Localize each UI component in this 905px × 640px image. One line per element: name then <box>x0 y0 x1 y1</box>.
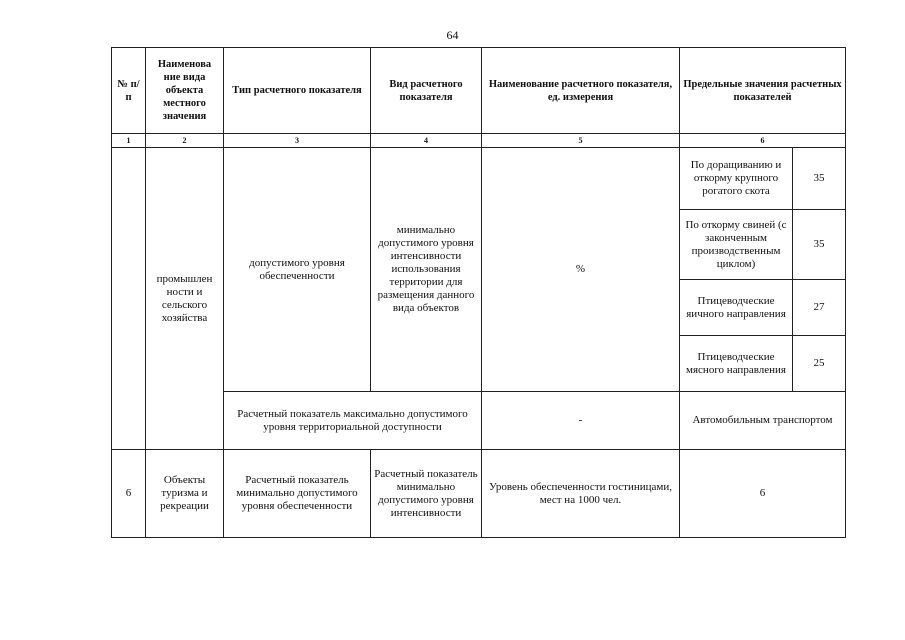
column-number: 1 <box>112 134 146 148</box>
accessibility-indicator-cell: Расчетный показатель максимально допустимого уровня территориальной доступности <box>224 392 482 450</box>
header-indicator-kind: Вид расчетного показателя <box>371 48 482 134</box>
header-indicator-type: Тип расчетного показателя <box>224 48 371 134</box>
table-row <box>112 450 846 538</box>
indicator-kind-cell: минимально допустимого уровня интенсивности использования территории для размещения данного вида объектов <box>371 148 482 392</box>
row-number-empty <box>112 148 146 450</box>
header-number: № п/п <box>112 48 146 134</box>
object-name-cell: промышлен ности и сельского хозяйства <box>146 148 224 450</box>
accessibility-value-cell: Автомобильным транспортом <box>680 392 846 450</box>
unit-cell: % <box>482 148 680 392</box>
indicator-type-cell: Расчетный показатель минимально допустимого уровня обеспеченности <box>224 450 371 538</box>
subrow-label: По откорму свиней (с законченным производственным циклом) <box>680 210 793 280</box>
column-number: 3 <box>224 134 371 148</box>
column-number: 5 <box>482 134 680 148</box>
column-number: 4 <box>371 134 482 148</box>
indicator-type-cell: допустимого уровня обеспеченности <box>224 148 371 392</box>
subrow-value: 27 <box>793 280 846 336</box>
column-numbers-row <box>112 134 846 148</box>
row-number: 6 <box>112 450 146 538</box>
norms-table <box>111 47 846 538</box>
header-indicator-name: Наименование расчетного показателя, ед. измерения <box>482 48 680 134</box>
subrow-label: Птицеводческие яичного направления <box>680 280 793 336</box>
subrow-value: 25 <box>793 336 846 392</box>
page-number: 64 <box>446 28 459 42</box>
header-object-name: Наименова ние вида объекта местного значения <box>146 48 224 134</box>
limit-value-cell: 6 <box>680 450 846 538</box>
table-header-row <box>112 48 846 134</box>
header-limit-values: Предельные значения расчетных показателей <box>680 48 846 134</box>
table-row <box>112 148 846 210</box>
subrow-value: 35 <box>793 210 846 280</box>
column-number: 6 <box>680 134 846 148</box>
object-name-cell: Объекты туризма и рекреации <box>146 450 224 538</box>
indicator-kind-cell: Расчетный показатель минимально допустимого уровня интенсивности <box>371 450 482 538</box>
subrow-label: Птицеводческие мясного направления <box>680 336 793 392</box>
column-number: 2 <box>146 134 224 148</box>
subrow-label: По доращиванию и откорму крупного рогатого скота <box>680 148 793 210</box>
subrow-value: 35 <box>793 148 846 210</box>
accessibility-unit-cell: - <box>482 392 680 450</box>
indicator-name-cell: Уровень обеспеченности гостиницами, мест на 1000 чел. <box>482 450 680 538</box>
